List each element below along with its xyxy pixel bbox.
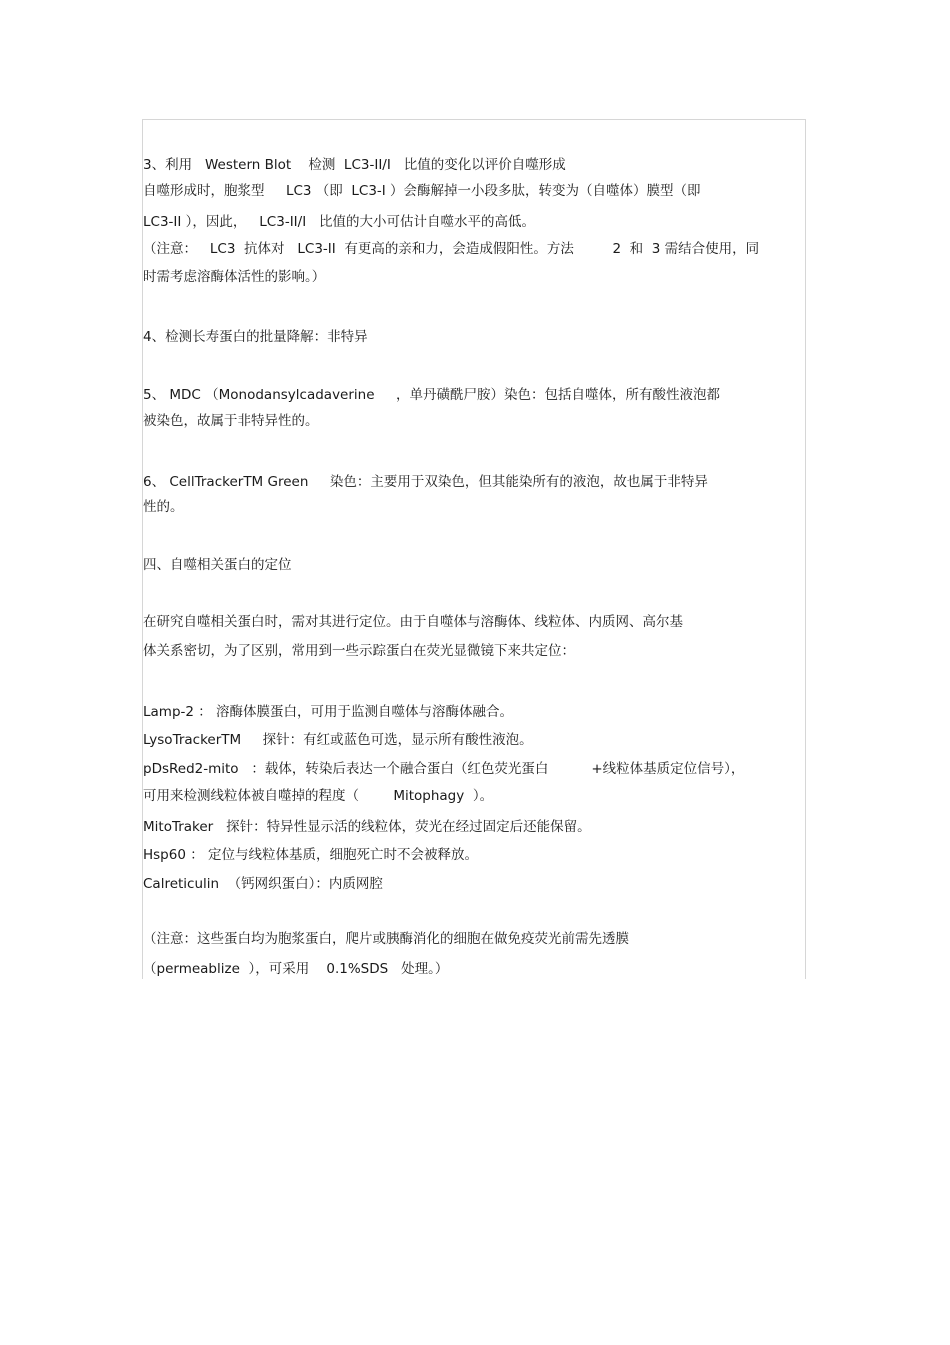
section5-line2: 被染色，故属于非特异性的。 bbox=[143, 413, 319, 429]
item-mitotraker: MitoTraker 探针：特异性显示活的线粒体，荧光在经过固定后还能保留。 bbox=[143, 819, 591, 835]
item-calreticulin: Calreticulin （钙网织蛋白）：内质网腔 bbox=[143, 876, 383, 892]
section-iv-intro2: 体关系密切，为了区别，常用到一些示踪蛋白在荧光显微镜下来共定位： bbox=[143, 643, 575, 659]
section-iv-intro1: 在研究自噬相关蛋白时，需对其进行定位。由于自噬体与溶酶体、线粒体、内质网、高尔基 bbox=[143, 614, 683, 630]
item-lysotracker: LysoTrackerTM 探针：有红或蓝色可选，显示所有酸性液泡。 bbox=[143, 732, 533, 748]
section3-line2: LC3-II ），因此， LC3-II/I 比值的大小可估计自噬水平的高低。 bbox=[143, 214, 536, 230]
item-lamp2: Lamp-2 ： 溶酶体膜蛋白，可用于监测自噬体与溶酶体融合。 bbox=[143, 704, 514, 720]
section3-line1: 自噬形成时，胞浆型 LC3 （即 LC3-I ）会酶解掉一小段多肽，转变为（自噬体）膜型（即 bbox=[143, 183, 701, 199]
section3-note1: （注意： LC3 抗体对 LC3-II 有更高的亲和力，会造成假阳性。方法 2 和 3 需结合使用，同 bbox=[143, 241, 760, 257]
section3-note2: 时需考虑溶酶体活性的影响。） bbox=[143, 269, 326, 285]
section-iv-note1: （注意：这些蛋白均为胞浆蛋白，爬片或胰酶消化的细胞在做免疫荧光前需先透膜 bbox=[143, 931, 629, 947]
section5-line1: 5、 MDC （Monodansylcadaverine ，单丹磺酰尸胺）染色：包括自噬体，所有酸性液泡都 bbox=[143, 387, 720, 403]
section3-heading: 3、利用 Western Blot 检测 LC3-II/I 比值的变化以评价自噬形成 bbox=[143, 157, 566, 173]
item-pdsred2-mito: pDsRed2-mito ：载体，转染后表达一个融合蛋白（红色荧光蛋白 +线粒体基质定位信号）， bbox=[143, 761, 745, 777]
item-hsp60: Hsp60 ： 定位与线粒体基质，细胞死亡时不会被释放。 bbox=[143, 847, 479, 863]
section-iv-note2: （permeablize ），可采用 0.1%SDS 处理。） bbox=[143, 961, 449, 977]
section-iv-heading: 四、自噬相关蛋白的定位 bbox=[143, 557, 292, 573]
section6-line2: 性的。 bbox=[143, 499, 184, 515]
section4-heading: 4、检测长寿蛋白的批量降解：非特异 bbox=[143, 329, 368, 345]
item-pdsred2-mito-cont: 可用来检测线粒体被自噬掉的程度（ Mitophagy ）。 bbox=[143, 788, 494, 804]
section6-line1: 6、 CellTrackerTM Green 染色：主要用于双染色，但其能染所有的液泡，故也属于非特异 bbox=[143, 474, 708, 490]
